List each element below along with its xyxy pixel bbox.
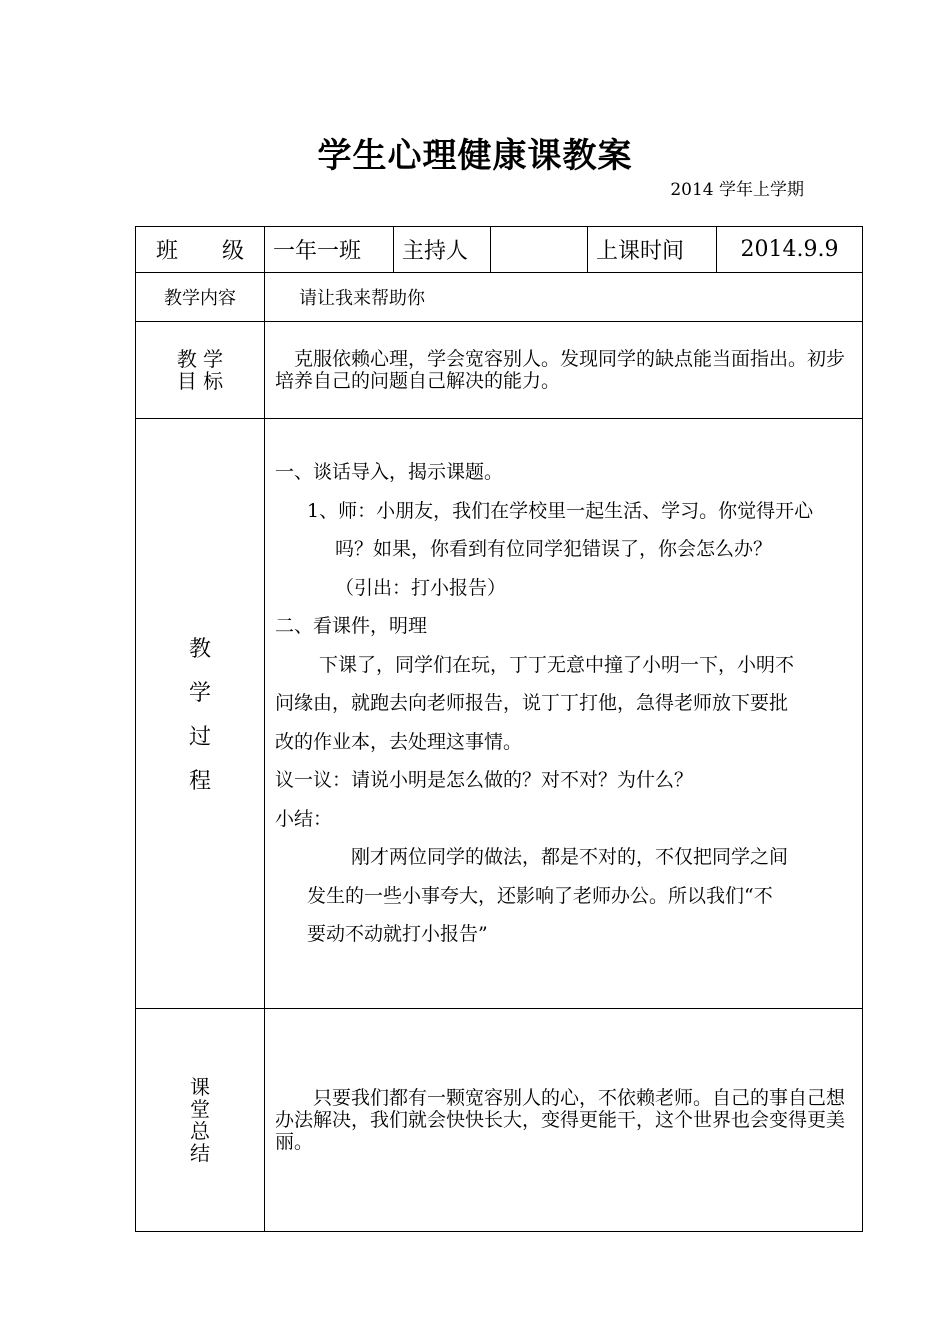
summary-label-char: 结 (190, 1141, 210, 1165)
process-label-char: 程 (188, 769, 211, 794)
lesson-plan-table (135, 226, 863, 1232)
host-value (491, 227, 588, 273)
process-line: 下课了，同学们在玩，丁丁无意中撞了小明一下，小明不 (319, 653, 795, 676)
process-line: 发生的一些小事夸大，还影响了老师办公。所以我们“不 (307, 884, 773, 907)
process-row (136, 419, 863, 1009)
class-label-char-1: 班 (156, 239, 179, 264)
process-line: 1、师：小朋友，我们在学校里一起生活、学习。你觉得开心 (307, 499, 814, 522)
class-label-cell (136, 227, 265, 273)
summary-label-char: 堂 (190, 1097, 210, 1121)
teaching-goals-text: 克服依赖心理，学会宽容别人。发现同学的缺点能当面指出。初步培养自己的问题自己解决的能力。 (265, 322, 863, 419)
class-summary-label (136, 1009, 265, 1232)
summary-row (136, 1009, 863, 1232)
process-line: 小结： (275, 807, 333, 830)
teaching-content-value: 请让我来帮助你 (265, 273, 863, 322)
document-title: 学生心理健康课教案 (317, 136, 633, 176)
teaching-process-text (265, 419, 863, 1009)
teaching-content-label: 教学内容 (136, 273, 265, 322)
process-label-char: 学 (188, 681, 211, 706)
goals-row (136, 322, 863, 419)
process-line: （引出：打小报告） (335, 576, 507, 599)
process-line: 问缘由，就跑去向老师报告，说丁丁打他，急得老师放下要批 (275, 692, 789, 714)
teaching-process-label (136, 419, 265, 1009)
teaching-goals-label (136, 322, 265, 419)
class-summary-text: 只要我们都有一颗宽容别人的心，不依赖老师。自己的事自己想办法解决，我们就会快快长大，变得更能干，这个世界也会变得更美丽。 (265, 1009, 863, 1232)
summary-label-char: 课 (190, 1075, 210, 1099)
process-line: 二、看课件，明理 (275, 615, 428, 637)
process-line: 一、谈话导入，揭示课题。 (275, 461, 504, 483)
summary-label-char: 总 (190, 1119, 210, 1143)
class-time-label: 上课时间 (588, 227, 717, 273)
header-row (136, 227, 863, 273)
teaching-goals-label-line-2: 目 标 (176, 369, 224, 393)
content-row (136, 273, 863, 322)
host-label: 主持人 (394, 227, 491, 273)
process-label-char: 过 (188, 725, 211, 750)
process-line: 要动不动就打小报告” (307, 923, 488, 945)
teaching-goals-label-line-1: 教 学 (176, 347, 224, 371)
class-time-value: 2014.9.9 (717, 227, 863, 273)
semester-label: 2014 学年上学期 (670, 180, 804, 200)
process-label-char: 教 (188, 637, 211, 662)
class-label-char-2: 级 (221, 239, 244, 264)
process-line: 吗？如果，你看到有位同学犯错误了，你会怎么办？ (335, 538, 773, 560)
process-line: 刚才两位同学的做法，都是不对的，不仅把同学之间 (351, 846, 789, 868)
class-value: 一年一班 (265, 227, 394, 273)
process-line: 议一议：请说小明是怎么做的？对不对？为什么？ (275, 769, 694, 791)
process-line: 改的作业本，去处理这事情。 (275, 730, 523, 753)
